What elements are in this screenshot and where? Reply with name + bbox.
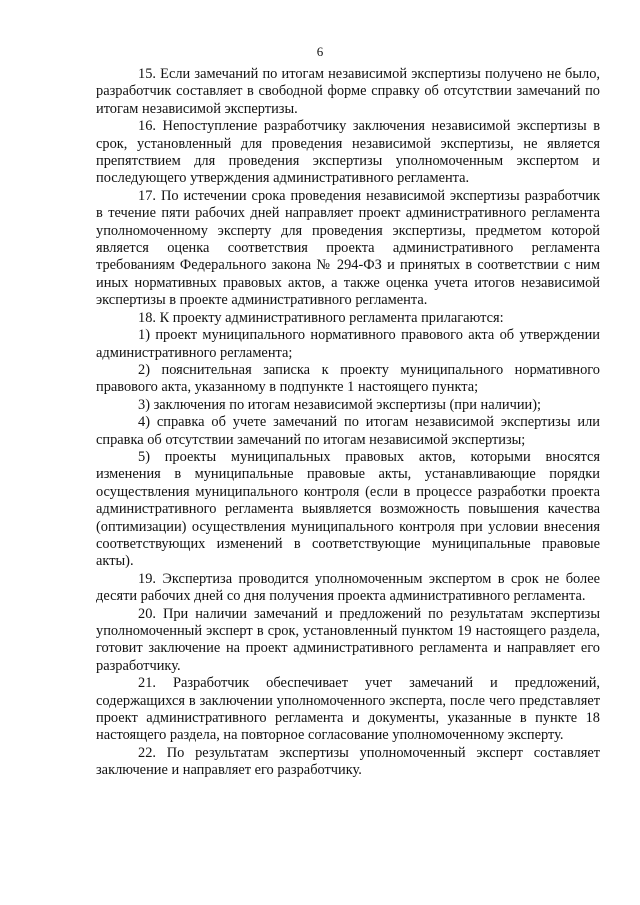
paragraph-15: 15. Если замечаний по итогам независимой экспертизы получено не было, разработчик составляет в свободной форме справку об отсутствии замечаний по итогам независимой экспертизы.	[96, 66, 600, 117]
list-item-18-3: 3) заключения по итогам независимой экспертизы (при наличии);	[138, 396, 542, 413]
paragraph-21: 21. Разработчик обеспечивает учет замечаний и предложений, содержащихся в заключении уполномоченного эксперта, после чего представляет проект административного регламента и документы, указанные в пункте 18 настоящего раздела, на повторное согласование уполномоченному эксперту.	[96, 675, 600, 744]
page-number: 6	[316, 44, 324, 59]
paragraph-17: 17. По истечении срока проведения независимой экспертизы разработчик в течение пяти рабочих дней направляет проект административного регламента уполномоченному эксперту для проведения экспертизы, предметом которой является оценка соответствия проекта административного регламента требованиям Федерального закона № 294-ФЗ и принятых в соответствии с ним иных нормативных правовых актов, а также оценка учета итогов независимой экспертизы в проекте административного регламента.	[96, 187, 600, 309]
list-item-18-4: 4) справка об учете замечаний по итогам независимой экспертизы или справка об отсутствии замечаний по итогам независимой экспертизы;	[96, 414, 600, 448]
paragraph-18: 18. К проекту административного регламента прилагаются:	[138, 309, 504, 326]
list-item-18-1: 1) проект муниципального нормативного правового акта об утверждении административного регламента;	[96, 327, 600, 361]
paragraph-22: 22. По результатам экспертизы уполномоченный эксперт составляет заключение и направляет его разработчику.	[96, 744, 600, 779]
paragraph-20: 20. При наличии замечаний и предложений по результатам экспертизы уполномоченный эксперт в срок, установленный пунктом 19 настоящего раздела, готовит заключение на проект административного регламента и направляет его разработчику.	[96, 605, 600, 674]
list-item-18-2: 2) пояснительная записка к проекту муниципального нормативного правового акта, указанному в подпункте 1 настоящего пункта;	[96, 361, 600, 396]
paragraph-19: 19. Экспертиза проводится уполномоченным экспертом в срок не более десяти рабочих дней со дня получения проекта административного регламента.	[96, 570, 600, 605]
paragraph-16: 16. Непоступление разработчику заключения независимой экспертизы в срок, установленный для проведения независимой экспертизы, не является препятствием для проведения экспертизы уполномоченным экспертом и последующего утверждения административного регламента.	[96, 118, 600, 187]
list-item-18-5: 5) проекты муниципальных правовых актов, которыми вносятся изменения в муниципальные правовые акты, устанавливающие порядки осуществления муниципального контроля (если в процессе разработки проекта административного регламента выявляется возможность повышения качества (оптимизации) осуществления муниципального контроля при условии внесения соответствующих изменений в соответствующие муниципальные правовые акты).	[96, 448, 600, 570]
document-body	[96, 66, 600, 780]
